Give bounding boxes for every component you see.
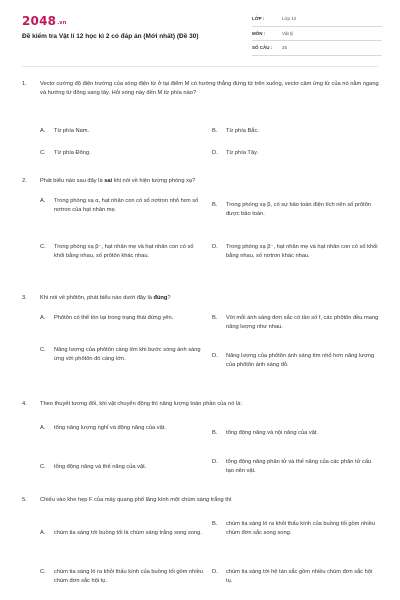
- option-letter: B.: [212, 128, 218, 134]
- meta-row-subject: [252, 27, 382, 42]
- stem-part: Khi nói về phôtôn, phát biểu nào dưới đây là: [40, 295, 154, 301]
- option-text: Với mỗi ánh sáng đơn sắc có tần số f, các phôtôn đều mang năng lượng như nhau.: [226, 315, 379, 330]
- question-stem: [22, 496, 382, 505]
- stem-part: Phát biểu nào sau đây là: [40, 178, 105, 184]
- meta-label: SỐ CÂU :: [252, 45, 273, 51]
- stem-part: ?: [167, 295, 171, 301]
- option-letter: A.: [40, 198, 46, 204]
- question-5: [22, 496, 382, 600]
- option-text: chùm tia sáng tới hệ tán sắc gồm nhiều chùm đơn sắc hội tụ.: [226, 569, 373, 584]
- meta-value: 25: [282, 45, 288, 51]
- option-a[interactable]: [40, 127, 200, 136]
- document-title: Đề kiểm tra Vật lí 12 học kì 2 có đáp án (Mới nhất) (Đề 30): [22, 33, 199, 40]
- option-text: Trong phóng xạ β⁻, hạt nhân mẹ và hạt nhân con có số khối bằng nhau, số nơtron khác nhau.: [226, 244, 378, 259]
- option-text: chùm tia sáng ló ra khỏi thấu kính của buồng tối gồm nhiều chùm đơn sắc song song.: [226, 521, 375, 536]
- option-letter: D.: [212, 569, 218, 575]
- option-a[interactable]: [40, 197, 205, 214]
- option-letter: D.: [212, 459, 218, 465]
- option-letter: C.: [40, 347, 46, 353]
- option-text: chùm tia sáng tới buồng tối là chùm sáng trắng song song.: [54, 530, 202, 536]
- option-c[interactable]: [40, 149, 200, 158]
- question-text: Vectơ cường độ điện trường của sóng điện từ ở tại điểm M có hướng thẳng đứng từ trên xuống, vectơ cảm ứng từ của nó nằm ngang và hướng từ đông sang tây. Hỏi sóng này đến M từ phía nào?: [40, 81, 379, 96]
- question-number: 1.: [22, 81, 27, 87]
- option-d[interactable]: [212, 243, 380, 260]
- meta-row-count: [252, 41, 382, 56]
- option-text: Từ phía Nam.: [54, 128, 90, 134]
- option-letter: B.: [212, 521, 218, 527]
- site-logo[interactable]: [22, 14, 67, 28]
- option-b[interactable]: [212, 201, 380, 218]
- option-letter: A.: [40, 315, 46, 321]
- question-text: Theo thuyết tương đối, khi vật chuyển động thì năng lượng toàn phần của nó là:: [40, 401, 242, 407]
- option-a[interactable]: [40, 424, 205, 433]
- option-letter: C.: [40, 150, 46, 156]
- option-d[interactable]: [212, 352, 380, 369]
- question-text: [40, 177, 382, 186]
- option-text: Phôtôn có thể tồn tại trong trạng thái đứng yên.: [54, 315, 174, 321]
- header-divider: [22, 66, 378, 67]
- option-text: Năng lượng của phôtôn càng lớn khi bước sóng ánh sáng ứng với phôtôn đó càng lớn.: [54, 347, 201, 362]
- question-4: [22, 400, 382, 490]
- option-c[interactable]: [40, 243, 205, 260]
- option-letter: A.: [40, 530, 46, 536]
- option-text: tổng động năng phân tử và thế năng của các phân tử cấu tạo nên vật.: [226, 459, 372, 474]
- option-d[interactable]: [212, 149, 377, 158]
- question-text: Chiếu vào khe hẹp F của máy quang phổ lăng kính một chùm sáng trắng thì: [40, 497, 232, 503]
- option-text: tổng động năng và nội năng của vật.: [226, 430, 319, 436]
- option-c[interactable]: [40, 346, 205, 363]
- option-b[interactable]: [212, 127, 377, 136]
- stem-emphasis: sai: [104, 178, 113, 184]
- meta-value: Vật lý: [282, 30, 294, 36]
- option-a[interactable]: [40, 529, 205, 538]
- page-header: [0, 0, 400, 70]
- option-letter: C.: [40, 244, 46, 250]
- option-b[interactable]: [212, 520, 380, 537]
- question-stem: [22, 294, 382, 303]
- metadata-panel: [252, 12, 382, 56]
- question-stem: [22, 177, 382, 186]
- option-letter: D.: [212, 353, 218, 359]
- option-c[interactable]: [40, 463, 205, 472]
- question-number: 3.: [22, 295, 27, 301]
- option-d[interactable]: [212, 458, 380, 475]
- question-number: 2.: [22, 178, 27, 184]
- stem-emphasis: đúng: [153, 295, 168, 301]
- option-letter: D.: [212, 244, 218, 250]
- question-stem: [22, 400, 382, 409]
- stem-part: khi nói về hiện tượng phóng xạ?: [112, 178, 196, 184]
- logo-main: 2048: [22, 14, 57, 28]
- meta-label: LỚP :: [252, 16, 265, 22]
- option-text: tổng năng lượng nghỉ và động năng của vật.: [54, 425, 166, 431]
- meta-label: MÔN :: [252, 30, 266, 36]
- question-number: 5.: [22, 497, 27, 503]
- option-letter: C.: [40, 464, 46, 470]
- option-text: Từ phía Tây.: [226, 150, 259, 156]
- option-letter: B.: [212, 430, 218, 436]
- meta-row-class: [252, 12, 382, 27]
- option-text: Trong phóng xạ α, hạt nhân con có số nơtron nhỏ hơn số nơtron của hạt nhân mẹ.: [54, 198, 199, 213]
- option-d[interactable]: [212, 568, 380, 585]
- question-1: [22, 80, 382, 170]
- option-text: tổng động năng và thế năng của vật.: [54, 464, 147, 470]
- option-b[interactable]: [212, 429, 380, 438]
- option-letter: C.: [40, 569, 46, 575]
- option-letter: A.: [40, 425, 46, 431]
- option-letter: D.: [212, 150, 218, 156]
- meta-value: Lớp 12: [282, 16, 297, 22]
- question-number: 4.: [22, 401, 27, 407]
- option-text: chùm tia sáng ló ra khỏi thấu kính của buồng tối gồm nhiều chùm đơn sắc hội tụ.: [54, 569, 203, 584]
- option-text: Trong phóng xạ β, có sự bảo toàn điện tích nên số prôtôn được bảo toàn.: [226, 202, 372, 217]
- option-b[interactable]: [212, 314, 380, 331]
- option-letter: B.: [212, 315, 218, 321]
- option-text: Trong phóng xạ β⁻, hạt nhân mẹ và hạt nhân con có số khối bằng nhau, số prôtôn khác nhau.: [54, 244, 194, 259]
- question-stem: [22, 80, 382, 97]
- question-2: [22, 177, 382, 287]
- option-text: Từ phía Bắc.: [226, 128, 259, 134]
- option-letter: B.: [212, 202, 218, 208]
- question-3: [22, 294, 382, 394]
- option-text: Từ phía Đông.: [54, 150, 91, 156]
- option-letter: A.: [40, 128, 46, 134]
- option-c[interactable]: [40, 568, 205, 585]
- option-a[interactable]: [40, 314, 205, 323]
- question-text: [40, 294, 382, 303]
- logo-suffix: .vn: [57, 20, 67, 26]
- option-text: Năng lượng của phôtôn ánh sáng tím nhỏ hơn năng lượng của phôtôn ánh sáng đỏ.: [226, 353, 375, 368]
